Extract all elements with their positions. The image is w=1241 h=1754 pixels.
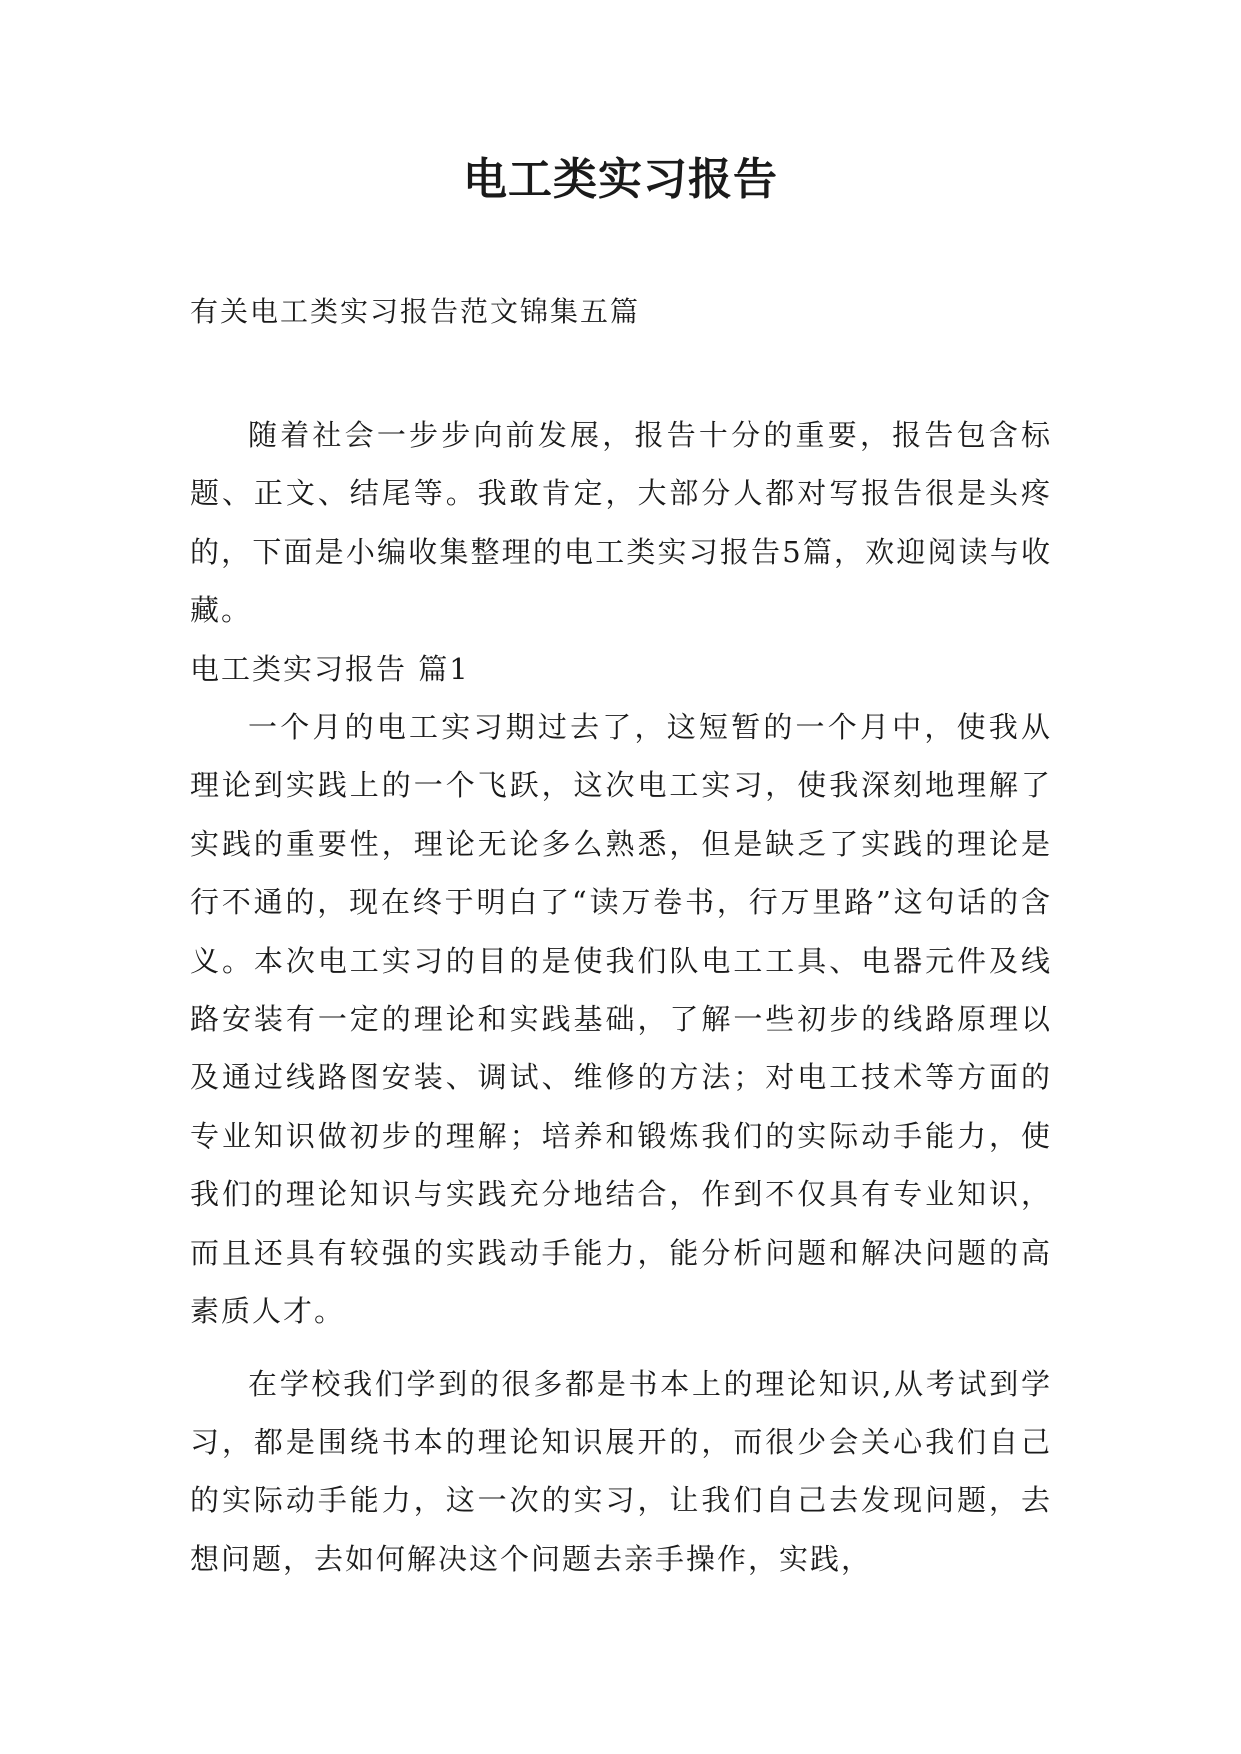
intro-paragraph: 随着社会一步步向前发展，报告十分的重要，报告包含标题、正文、结尾等。我敢肯定，大部分人都对写报告很是头疼的，下面是小编收集整理的电工类实习报告5篇，欢迎阅读与收藏。 <box>190 418 1052 628</box>
section-heading: 电工类实习报告 篇1 <box>190 651 470 686</box>
body-paragraph: 一个月的电工实习期过去了，这短暂的一个月中，使我从理论到实践上的一个飞跃，这次电工实习，使我深刻地理解了实践的重要性，理论无论多么熟悉，但是缺乏了实践的理论是行不通的，现在终于明白了“读万卷书，行万里路”这句话的含义。本次电工实习的目的是使我们队电工工具、电器元件及线路安装有一定的理论和实践基础，了解一些初步的线路原理以及通过线路图安装、调试、维修的方法；对电工技术等方面的专业知识做初步的理解；培养和锻炼我们的实际动手能力，使我们的理论知识与实践充分地结合，作到不仅具有专业知识，而且还具有较强的实践动手能力，能分析问题和解决问题的高素质人才。 <box>190 710 1052 1329</box>
body-paragraph: 在学校我们学到的很多都是书本上的理论知识,从考试到学习，都是围绕书本的理论知识展开的，而很少会关心我们自己的实际动手能力，这一次的实习，让我们自己去发现问题，去想问题，去如何解决这个问题去亲手操作，实践， <box>190 1366 1052 1576</box>
document-subtitle: 有关电工类实习报告范文锦集五篇 <box>190 295 641 328</box>
document-title: 电工类实习报告 <box>463 154 778 205</box>
document-body <box>190 406 1052 1588</box>
